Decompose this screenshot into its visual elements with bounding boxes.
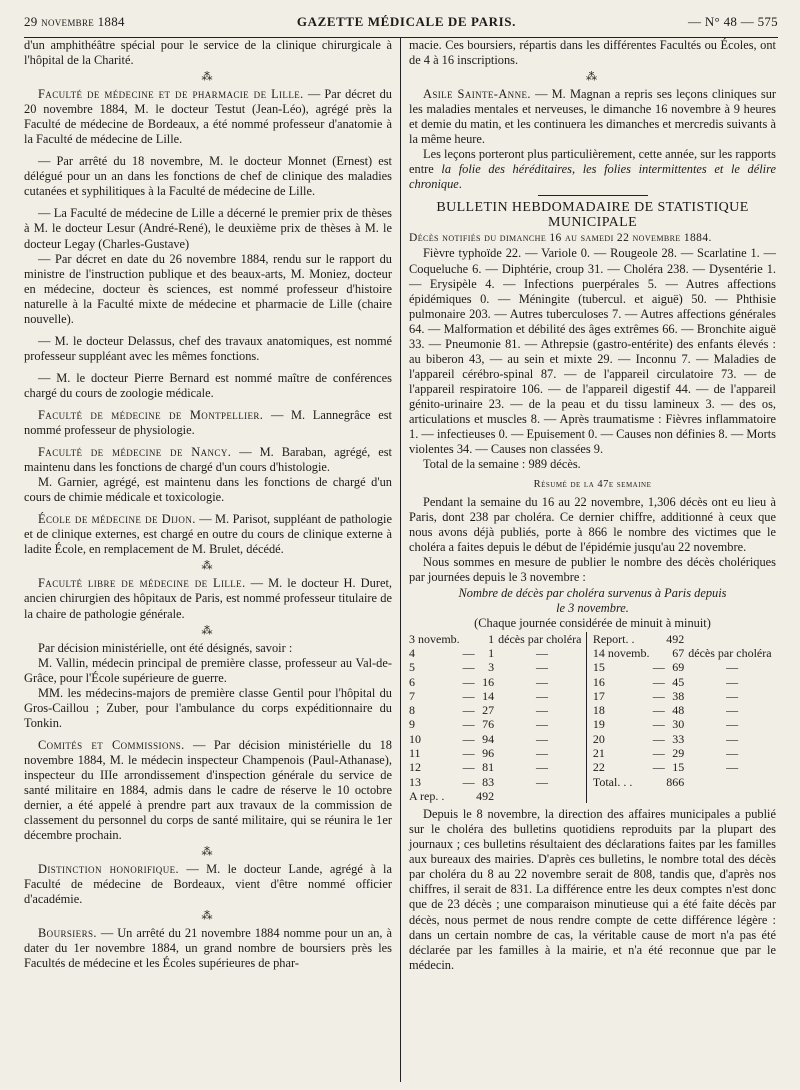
total-cell: 492 — [476, 788, 495, 803]
count-cell: 48 — [672, 703, 685, 718]
resume-paragraph-1: Pendant la semaine du 16 au 22 novembre, 1,306 décès ont eu lieu à Paris, dont 238 par choléra. Ce dernier chiffre, additionné à ceux que nous avons déjà publiés, porte à 866 le nombre des victimes que le choléra a faites depuis le début de l'épidémie jusqu'au 22 novembre. — [409, 495, 776, 555]
day-cell: 18 — [592, 703, 605, 718]
section-separator: ⁂ — [201, 624, 215, 637]
left-column — [24, 38, 400, 1082]
day-cell: 17 — [592, 688, 605, 703]
section-rule — [538, 195, 648, 196]
day-cell: 6 — [409, 674, 415, 689]
dijon-paragraph — [24, 512, 392, 557]
table-row — [409, 760, 776, 774]
label-cell: — — [726, 703, 739, 718]
label-cell: — — [535, 774, 548, 789]
count-cell: 27 — [482, 703, 495, 718]
count-cell: 96 — [482, 746, 495, 761]
dash-cell: — — [462, 731, 475, 746]
page-header — [24, 14, 778, 33]
dash-cell: — — [652, 688, 665, 703]
dash-cell: — — [462, 674, 475, 689]
distinction-text: — M. le docteur Lande, agrégé à la Faculté de médecine de Bordeaux, vient d'être nommé officier d'académie. — [24, 862, 392, 907]
report-cell: 492 — [666, 631, 685, 646]
dash-cell: — — [652, 731, 665, 746]
issue-number: — N° 48 — 575 — [688, 14, 778, 29]
dash-cell: — — [652, 703, 665, 718]
count-cell: 94 — [482, 731, 495, 746]
count-cell: 14 — [482, 688, 495, 703]
table-note: (Chaque journée considérée de minuit à minuit) — [474, 615, 711, 630]
count-cell: 83 — [482, 774, 495, 789]
dash-cell: — — [462, 717, 475, 732]
table-row — [409, 632, 776, 646]
day-cell: 13 — [409, 774, 421, 789]
issue-date: 29 novembre 1884 — [24, 14, 125, 29]
section-separator: ⁂ — [201, 71, 215, 84]
table-row — [409, 717, 776, 731]
label-cell: — — [726, 660, 739, 675]
asile-text: — M. Magnan a repris ses leçons cliniques sur les maladies mentales et nerveuses, le dimanche 16 novembre à 9 heures et demie du matin, et les continuera les dimanches et mercredis suivants à la même heure. — [409, 87, 776, 147]
libre-paragraph — [24, 576, 392, 621]
asile-topics: la folie des héréditaires, les folies intermittentes et le délire chronique — [409, 162, 776, 192]
comites-paragraph — [24, 738, 392, 843]
libre-text: — M. le docteur H. Duret, ancien chirurgien des hôpitaux de Paris, est nommé professeur titulaire de la chaire de pathologie générale. — [24, 576, 392, 621]
dash-cell — [652, 646, 665, 660]
day-cell: 14 novemb. — [592, 645, 650, 660]
right-column — [400, 38, 776, 1082]
nancy-paragraph-2: M. Garnier, agrégé, est maintenu dans les fonctions de chargé d'un cours de chimie médicale et toxicologie. — [24, 475, 392, 505]
lille-paragraph-4: — Par décret en date du 26 novembre 1884, rendu sur le rapport du ministre de l'instruction publique et des beaux-arts, M. Moniez, docteur en médecine, docteur ès sciences, est nommé professeur d'histoire naturelle à la Faculté mixte de médecine et pharmacie de Lille (chaire nouvelle). — [24, 251, 392, 326]
asile-heading: Asile Sainte-Anne. — [423, 87, 531, 102]
bulletin-title: BULLETIN HEBDOMADAIRE DE STATISTIQUE MUNICIPALE — [436, 200, 749, 231]
comites-heading: Comités et Commissions. — [38, 737, 185, 752]
label-cell: — — [726, 674, 739, 689]
asile-paragraph-2: Les leçons porteront plus particulièrement, cette année, sur les rapports entre la folie des héréditaires, les folies intermittentes et le délire chronique. — [409, 147, 776, 192]
day-cell: 12 — [409, 760, 421, 775]
dash-cell: — — [462, 774, 475, 789]
distinction-paragraph — [24, 862, 392, 907]
label-cell: — — [535, 674, 548, 689]
resume-title: Résumé de la 47e semaine — [533, 479, 652, 491]
label-cell: — — [726, 746, 739, 761]
count-cell: 29 — [672, 746, 685, 761]
day-cell: 20 — [592, 731, 605, 746]
day-cell: 4 — [409, 645, 415, 660]
count-cell: 15 — [672, 760, 685, 775]
table-row — [409, 646, 776, 660]
count-cell: 38 — [672, 688, 685, 703]
day-cell: 16 — [592, 674, 605, 689]
final-paragraph: Depuis le 8 novembre, la direction des affaires municipales a publié sur le choléra des bulletins quotidiens reproduits par la plupart des journaux ; ces bulletins résultaient des déclarations faites par les familles aux bureaux des mairies. D'après ces bulletins, le nombre total des décès par choléra du 8 au 22 novembre serait de 808, tandis que, d'après nos chiffres, il serait de 831. La différence entre les deux comptes n'est donc que de 23 décès ; une comparaison minutieuse qui a été faite décès par décès, nous permet de nous rendre compte de cette différence légère : dans un certain nombre de cas, la véritable cause de mort n'a pas été déclarée par les familles à la mairie, et n'a été reconnue que par le médecin. — [409, 807, 776, 972]
deces-heading: Décès notifiés du dimanche 16 au samedi 22 novembre 1884. — [409, 232, 712, 245]
nancy-paragraph — [24, 445, 392, 475]
total-label-cell: A rep. . — [409, 788, 445, 803]
deces-list: Fièvre typhoïde 22. — Variole 0. — Rougeole 28. — Scarlatine 1. — Coqueluche 6. — Diphtérie, croup 31. — Choléra 238. — Dysentérie 1. — Erysipèle 4. — Infections puerpérales 5. — Autres affections épidémiques 0. — Méningite (tubercul. et aiguë) 50. — Phthisie pulmonaire 203. — Autres tuberculoses 7. — Autres affections générales 64. — Malformation et débilité des âges extrêmes 66. — Bronchite aiguë 33. — Pneumonie 81. — Athrepsie (gastro-entérite) des enfants élevés : au biberon 43, — au sein et mixte 29. — Inconnu 7. — Maladies de l'appareil cérébro-spinal 87. — de l'appareil circulatoire 73. — de l'appareil respiratoire 106. — de l'appareil digestif 44. — de l'appareil génito-urinaire 23. — de la peau et du tissu lamineux 3. — des os, articulations et muscles 8. — Après traumatisme : Fièvres inflammatoire 1. — infectieuses 0. — Epuisement 0. — Causes non définies 8. — Morts violentes 34. — Causes non classées 9. — [409, 246, 776, 457]
lille-heading: Faculté de médecine et de pharmacie de Lille. — [38, 87, 304, 102]
table-row — [409, 689, 776, 703]
montpellier-paragraph — [24, 408, 392, 438]
day-cell: 9 — [409, 717, 415, 732]
label-cell: — — [535, 660, 548, 675]
dijon-heading: École de médecine de Dijon. — [38, 512, 196, 527]
label-cell: — — [535, 731, 548, 746]
continued-paragraph-right: macie. Ces boursiers, répartis dans les différentes Facultés ou Écoles, ont de 4 à 16 inscriptions. — [409, 38, 776, 68]
boursiers-heading: Boursiers. — [38, 926, 97, 941]
dash-cell: — — [462, 703, 475, 718]
dash-cell — [462, 632, 475, 646]
deces-total: Total de la semaine : 989 décès. — [423, 457, 581, 472]
table-row — [409, 789, 776, 803]
ministerial-paragraph-1: Par décision ministérielle, ont été désignés, savoir : — [38, 640, 293, 655]
section-separator: ⁂ — [586, 71, 599, 84]
asile-paragraph — [409, 87, 776, 147]
section-separator: ⁂ — [201, 910, 215, 923]
section-separator: ⁂ — [201, 846, 215, 859]
section-separator: ⁂ — [201, 560, 215, 573]
dash-cell: — — [652, 760, 665, 775]
ministerial-paragraph-3: MM. les médecins-majors de première classe Gentil pour l'hôpital du Gros-Caillou ; Zuber, pour l'ambulance du corps expéditionnaire du Tonkin. — [24, 685, 392, 730]
count-cell: 30 — [672, 717, 685, 732]
resume-paragraph-2: Nous sommes en mesure de publier le nombre des décès cholériques par journées depuis le 3 novembre : — [409, 555, 776, 585]
day-cell: 10 — [409, 731, 421, 746]
montpellier-heading: Faculté de médecine de Montpellier. — [38, 407, 264, 422]
label-cell: — — [726, 688, 739, 703]
day-cell: 22 — [592, 760, 605, 775]
label-cell: décès par choléra — [498, 631, 582, 646]
day-cell: 19 — [592, 717, 605, 732]
total-cell: 866 — [666, 774, 685, 789]
table-row — [409, 675, 776, 689]
day-cell: 15 — [592, 660, 605, 675]
table-row — [409, 746, 776, 760]
count-cell: 1 — [488, 645, 495, 660]
count-cell: 3 — [488, 660, 495, 675]
table-row — [409, 775, 776, 789]
label-cell: — — [726, 731, 739, 746]
count-cell: 67 — [672, 645, 685, 660]
cholera-table — [409, 632, 776, 804]
masthead: GAZETTE MÉDICALE DE PARIS. — [296, 14, 516, 29]
dash-cell: — — [462, 760, 475, 775]
report-label-cell: Report. . — [592, 631, 635, 646]
distinction-heading: Distinction honorifique. — [38, 862, 179, 877]
boursiers-text: — Un arrêté du 21 novembre 1884 nomme pour un an, à dater du 1er novembre 1884, un grand nombre de boursiers près les Facultés de médecine et les Écoles supérieures de phar- — [24, 926, 392, 971]
lille-paragraph-5: — M. le docteur Delassus, chef des travaux anatomiques, est nommé professeur suppléant avec les mêmes fonctions. — [24, 333, 392, 363]
table-row — [409, 703, 776, 717]
dash-cell: — — [652, 717, 665, 732]
count-cell: 81 — [482, 760, 495, 775]
label-cell: — — [726, 717, 739, 732]
columns — [24, 38, 778, 1082]
count-cell: 45 — [672, 674, 685, 689]
day-cell: 8 — [409, 703, 415, 718]
label-cell: — — [535, 703, 548, 718]
label-cell: — — [535, 645, 548, 660]
count-cell: 16 — [482, 674, 495, 689]
count-cell: 33 — [672, 731, 685, 746]
dash-cell: — — [462, 660, 475, 675]
dijon-text: — M. Parisot, suppléant de pathologie et de clinique externes, est chargé en outre du cours de clinique externe à ladite École, en remplacement de M. Brulet, décédé. — [24, 512, 392, 557]
table-title: Nombre de décès par choléra survenus à Paris depuis le 3 novembre. — [458, 585, 727, 615]
table-row — [409, 732, 776, 746]
ministerial-paragraph-2: M. Vallin, médecin principal de première classe, professeur au Val-de-Grâce, pour l'École supérieure de guerre. — [24, 655, 392, 685]
dash-cell: — — [652, 746, 665, 761]
dash-cell: — — [652, 674, 665, 689]
lille-paragraph — [24, 87, 392, 147]
label-cell: — — [535, 717, 548, 732]
label-cell: — — [535, 688, 548, 703]
count-cell: 1 — [488, 631, 495, 646]
dash-cell: — — [462, 746, 475, 761]
label-cell: décès par choléra — [688, 645, 772, 660]
total-label-cell: Total. . . — [592, 774, 633, 789]
label-cell: — — [726, 760, 739, 775]
libre-heading: Faculté libre de médecine de Lille. — [38, 576, 246, 591]
boursiers-paragraph — [24, 926, 392, 971]
lille-text: — Par décret du 20 novembre 1884, M. le docteur Testut (Jean-Léo), agrégé près la Faculté de médecine de Bordeaux, a été nommé professeur d'anatomie à la Faculté de médecine de Lille. — [24, 87, 392, 147]
dash-cell: — — [462, 688, 475, 703]
nancy-text: — M. Baraban, agrégé, est maintenu dans les fonctions de chargé d'un cours d'histologie. — [24, 445, 392, 475]
montpellier-text: — M. Lannegrâce est nommé professeur de physiologie. — [24, 407, 392, 438]
day-cell: 3 novemb. — [409, 631, 460, 646]
count-cell: 76 — [482, 717, 495, 732]
lille-paragraph-2: — Par arrêté du 18 novembre, M. le docteur Monnet (Ernest) est délégué pour un an dans les fonctions de chef de clinique des maladies cutanées et syphilitiques à la Faculté de médecine de Lille. — [24, 154, 392, 199]
nancy-heading: Faculté de médecine de Nancy. — [38, 445, 232, 460]
day-cell: 11 — [409, 746, 421, 761]
dash-cell: — — [652, 660, 665, 675]
dash-cell: — — [462, 645, 475, 660]
lille-paragraph-3: — La Faculté de médecine de Lille a décerné le premier prix de thèses à M. le docteur Lesur (André-René), le deuxième prix de thèses à M. le docteur Legay (Charles-Gustave) — [24, 206, 392, 251]
day-cell: 5 — [409, 660, 415, 675]
label-cell: — — [535, 746, 548, 761]
count-cell: 69 — [672, 660, 685, 675]
comites-text: — Par décision ministérielle du 18 novembre 1884, M. le médecin inspecteur Champenois (Paul-Athanase), inspecteur du IIIe arrondissement d'inspection générale du service de santé militaire en 1884, admis dans le cadre de réserve le 10 octobre dernier, a été appelé à prendre part aux travaux de la commission de classement du personnel du corps de santé militaire, qui se réunira le 1er décembre prochain. — [24, 737, 392, 843]
continued-paragraph: d'un amphithéâtre spécial pour le service de la clinique chirurgicale à l'hôpital de la Charité. — [24, 38, 392, 68]
day-cell: 7 — [409, 688, 415, 703]
label-cell: — — [535, 760, 548, 775]
day-cell: 21 — [592, 746, 605, 761]
table-row — [409, 660, 776, 674]
lille-paragraph-6: — M. le docteur Pierre Bernard est nommé maître de conférences chargé du cours de zoologie médicale. — [24, 370, 392, 400]
